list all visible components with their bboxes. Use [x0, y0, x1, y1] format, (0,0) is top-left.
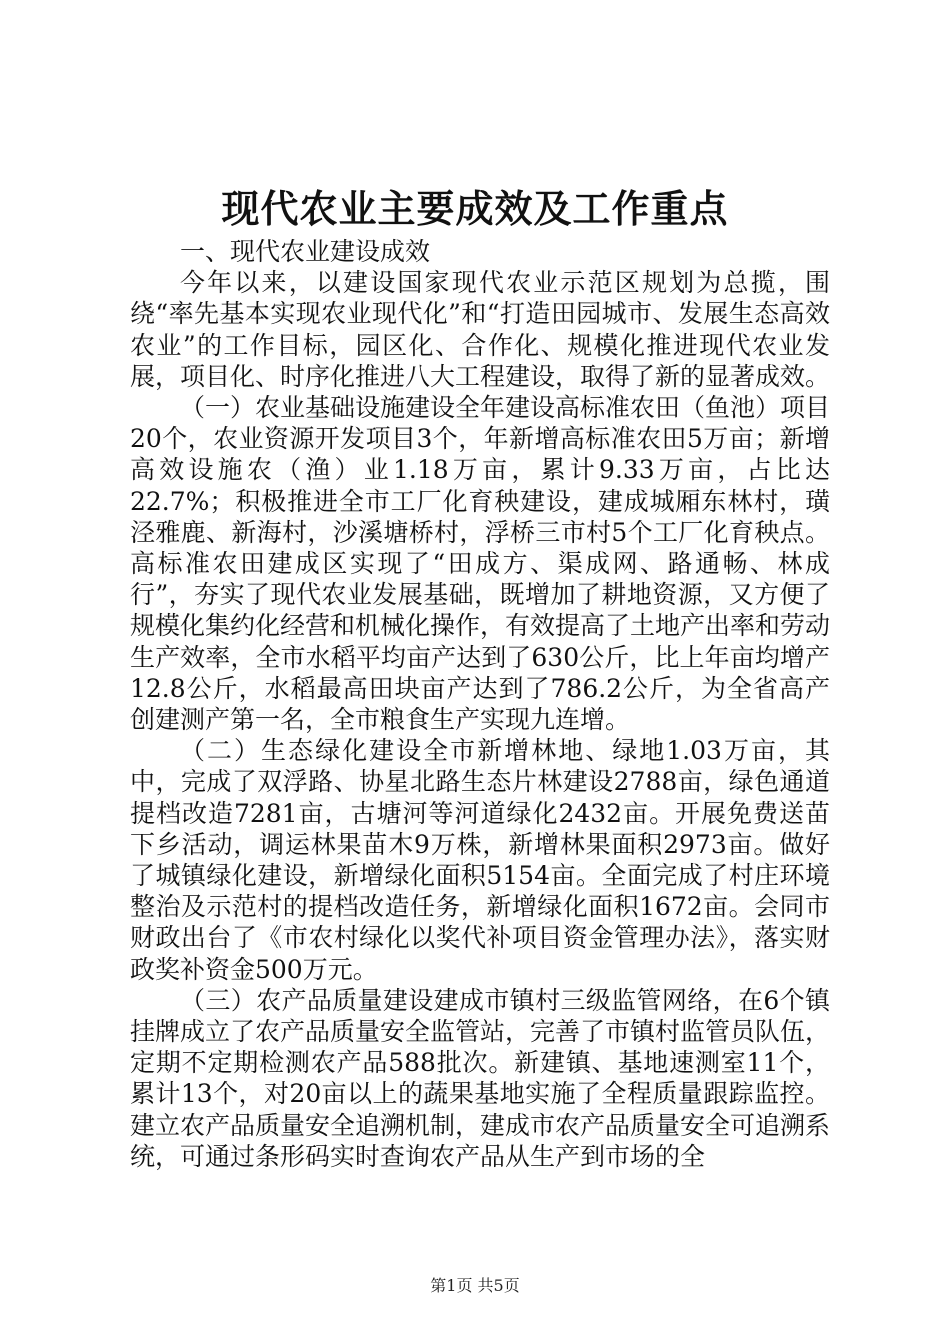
paragraph-infrastructure: （一）农业基础设施建设全年建设高标准农田（鱼池）项目20个，农业资源开发项目3个，年新增高标准农田5万亩；新增高效设施农（渔）业1.18万亩，累计9.33万亩，占比达22.7%；积极推进全市工厂化育秧建设，建成城厢东林村，璜泾雅鹿、新海村，沙溪塘桥村，浮桥三市村5个工厂化育秧点。高标准农田建成区实现了“田成方、渠成网、路通畅、林成行”，夯实了现代农业发展基础，既增加了耕地资源，又方便了规模化集约化经营和机械化操作，有效提高了土地产出率和劳动生产效率，全市水稻平均亩产达到了630公斤，比上年亩均增产12.8公斤，水稻最高田块亩产达到了786.2公斤，为全省高产创建测产第一名，全市粮食生产实现九连增。: [130, 393, 831, 735]
paragraph-quality: （三）农产品质量建设建成市镇村三级监管网络，在6个镇挂牌成立了农产品质量安全监管站，完善了市镇村监管员队伍，定期不定期检测农产品588批次。新建镇、基地速测室11个，累计13个，对20亩以上的蔬果基地实施了全程质量跟踪监控。建立农产品质量安全追溯机制，建成市农产品质量安全可追溯系统，可通过条形码实时查询农产品从生产到市场的全: [130, 985, 831, 1171]
paragraph-greening: （二）生态绿化建设全市新增林地、绿地1.03万亩，其中，完成了双浮路、协星北路生态片林建设2788亩，绿色通道提档改造7281亩，古塘河等河道绿化2432亩。开展免费送苗下乡活动，调运林果苗木9万株，新增林果面积2973亩。做好了城镇绿化建设，新增绿化面积5154亩。全面完成了村庄环境整治及示范村的提档改造任务，新增绿化面积1672亩。会同市财政出台了《市农村绿化以奖代补项目资金管理办法》，落实财政奖补资金500万元。: [130, 736, 830, 984]
document-body: [130, 236, 830, 1172]
page-title: 现代农业主要成效及工作重点: [221, 186, 729, 231]
paragraph-intro: 今年以来，以建设国家现代农业示范区规划为总揽，围绕“率先基本实现农业现代化”和“打造田园城市、发展生态高效农业”的工作目标，园区化、合作化、规模化推进现代农业发展，项目化、时序化推进八大工程建设，取得了新的显著成效。: [130, 268, 831, 391]
page-footer: 第1页 共5页: [430, 1276, 520, 1295]
section-heading: 一、现代农业建设成效: [180, 237, 431, 266]
